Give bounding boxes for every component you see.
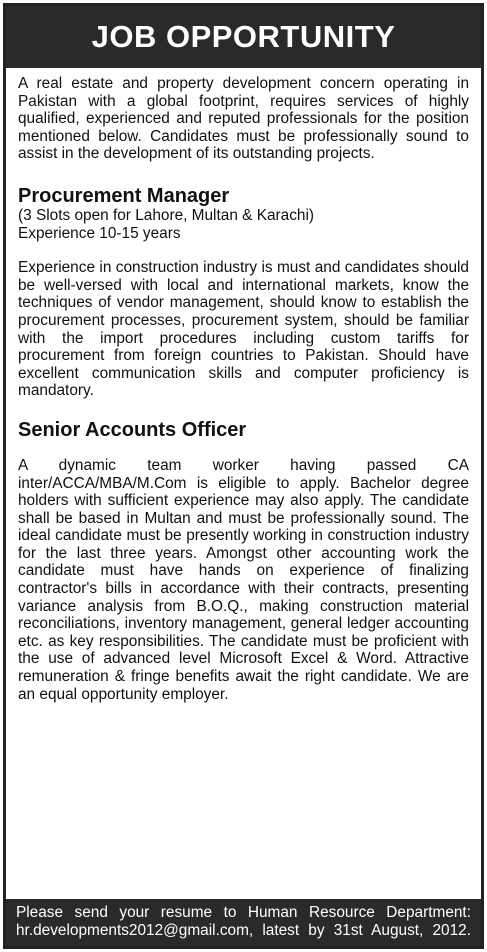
intro-paragraph: A real estate and property development concern operating in Pakistan with a global footprint, requires services of highly qualified, experienced and reputed professionals for the position mentioned below. Candidates must be professionally sound to assist in the development of its outstanding projects. [18,75,469,163]
position-procurement-manager [18,185,469,400]
position-senior-accounts-officer [18,419,469,703]
position-title: Procurement Manager [18,184,230,207]
position-slots: (3 Slots open for Lahore, Multan & Karachi) [18,206,314,224]
position-title: Senior Accounts Officer [18,418,247,441]
application-footer [6,899,481,946]
position-experience: Experience 10-15 years [18,224,181,242]
ad-body [6,68,481,703]
ad-header [6,6,481,68]
position-description: A dynamic team worker having passed CA inter/ACCA/MBA/M.Com is eligible to apply. Bachelor degree holders with sufficient experience may also apply. The candidate shall be based in Multan and must be professionally sound. The ideal candidate must be presently working in construction industry for the last three years. Amongst other accounting work the candidate must have hands on experience of finalizing contractor's bills in accordance with their contracts, presenting variance analysis from B.O.Q., making construction material reconciliations, inventory management, general ledger accounting etc. as key responsibilities. The candidate must be proficient with the use of advanced level Microsoft Excel & Word. Attractive remuneration & fringe benefits await the right candidate. We are an equal opportunity employer. [18,456,469,703]
footer-contact: hr.developments2012@gmail.com, latest by 31st August, 2012. [16,922,471,939]
job-advertisement [3,3,484,949]
footer-instruction: Please send your resume to Human Resource Department: [16,904,471,921]
position-description: Experience in construction industry is must and candidates should be well-versed with local and international markets, know the techniques of vendor management, should know to establish the procurement processes, procurement system, should be familiar with the import procedures including custom tariffs for procurement from foreign countries to Pakistan. Should have excellent communication skills and computer proficiency is mandatory. [18,259,469,400]
page-title: JOB OPPORTUNITY [91,19,396,54]
